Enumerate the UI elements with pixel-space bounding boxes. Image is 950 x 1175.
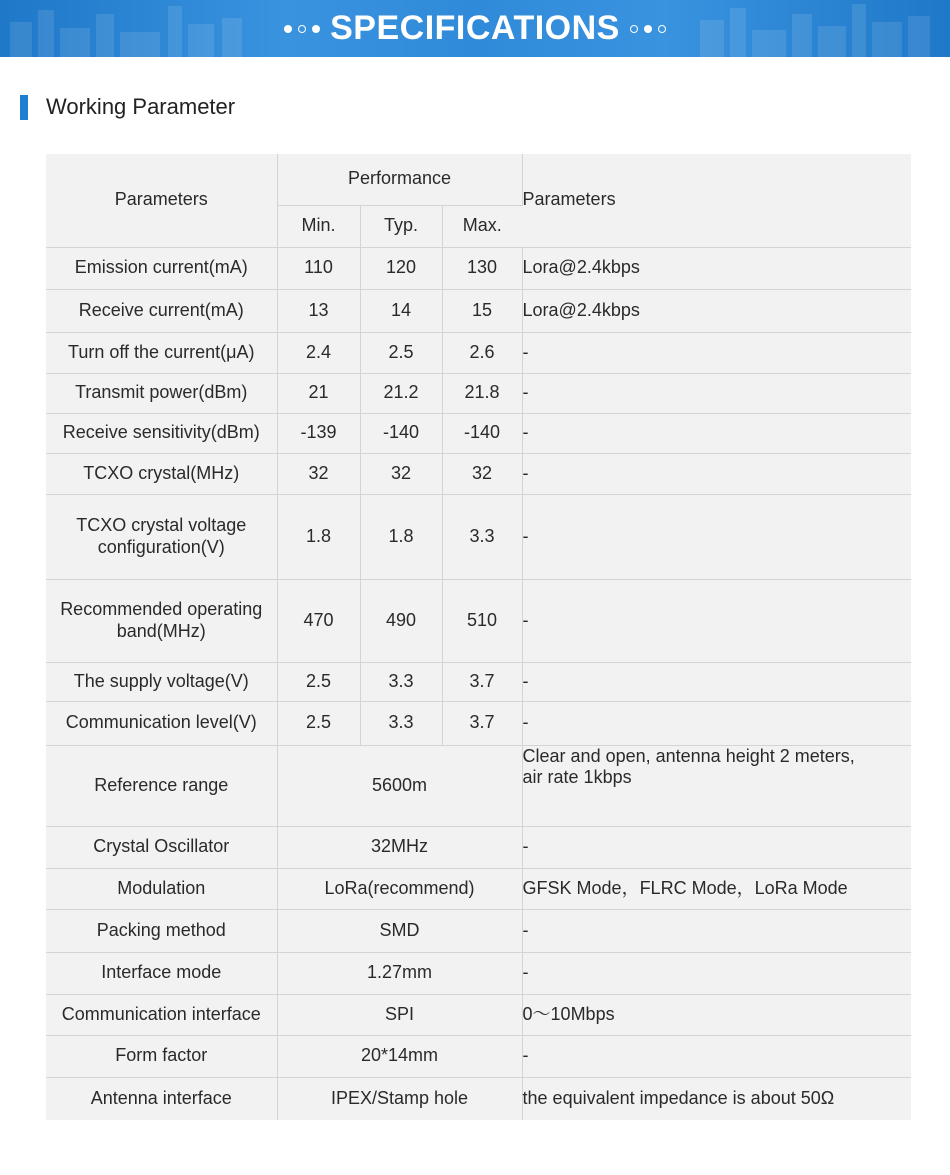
table-row xyxy=(46,247,911,289)
right-dots-decoration xyxy=(630,25,666,33)
param-cell: Form factor xyxy=(46,1035,277,1077)
param-cell: Recommended operating band(MHz) xyxy=(46,579,277,662)
header-notes: Parameters xyxy=(522,154,911,247)
min-cell: 32 xyxy=(277,453,360,494)
table-row xyxy=(46,994,911,1035)
note-cell: GFSK Mode，FLRC Mode，LoRa Mode xyxy=(522,868,911,909)
typ-cell: 120 xyxy=(360,247,442,289)
param-cell: Interface mode xyxy=(46,952,277,994)
typ-cell: 1.8 xyxy=(360,494,442,579)
value-cell: LoRa(recommend) xyxy=(277,868,522,909)
specifications-banner xyxy=(0,0,950,57)
typ-cell: 3.3 xyxy=(360,701,442,745)
table-row xyxy=(46,579,911,662)
table-row xyxy=(46,413,911,453)
typ-cell: 14 xyxy=(360,289,442,332)
table-row xyxy=(46,745,911,826)
table-row xyxy=(46,868,911,909)
param-cell: Crystal Oscillator xyxy=(46,826,277,868)
note-cell: - xyxy=(522,413,911,453)
section-heading xyxy=(20,94,235,120)
max-cell: 2.6 xyxy=(442,332,522,373)
max-cell: 3.3 xyxy=(442,494,522,579)
banner-title: SPECIFICATIONS xyxy=(330,9,620,47)
note-cell: Lora@2.4kbps xyxy=(522,247,911,289)
typ-cell: -140 xyxy=(360,413,442,453)
note-cell: - xyxy=(522,494,911,579)
max-cell: 3.7 xyxy=(442,701,522,745)
param-cell: Communication level(V) xyxy=(46,701,277,745)
note-cell: - xyxy=(522,453,911,494)
min-cell: 21 xyxy=(277,373,360,413)
max-cell: 3.7 xyxy=(442,662,522,701)
param-cell: Packing method xyxy=(46,909,277,952)
table-row xyxy=(46,826,911,868)
value-cell: 1.27mm xyxy=(277,952,522,994)
typ-cell: 490 xyxy=(360,579,442,662)
value-cell: SPI xyxy=(277,994,522,1035)
max-cell: -140 xyxy=(442,413,522,453)
table-row xyxy=(46,662,911,701)
header-parameters: Parameters xyxy=(46,154,277,247)
section-title: Working Parameter xyxy=(46,94,236,119)
max-cell: 130 xyxy=(442,247,522,289)
param-cell: Transmit power(dBm) xyxy=(46,373,277,413)
param-cell: Receive sensitivity(dBm) xyxy=(46,413,277,453)
header-performance: Performance xyxy=(277,154,522,205)
note-cell: - xyxy=(522,579,911,662)
table-row xyxy=(46,952,911,994)
min-cell: 470 xyxy=(277,579,360,662)
max-cell: 32 xyxy=(442,453,522,494)
typ-cell: 21.2 xyxy=(360,373,442,413)
max-cell: 21.8 xyxy=(442,373,522,413)
note-cell: - xyxy=(522,1035,911,1077)
param-cell: The supply voltage(V) xyxy=(46,662,277,701)
note-cell: Lora@2.4kbps xyxy=(522,289,911,332)
header-min: Min. xyxy=(277,205,360,247)
min-cell: 1.8 xyxy=(277,494,360,579)
param-cell: Communication interface xyxy=(46,994,277,1035)
typ-cell: 2.5 xyxy=(360,332,442,373)
note-cell: - xyxy=(522,373,911,413)
working-parameter-table xyxy=(46,154,911,1120)
note-cell: - xyxy=(522,909,911,952)
param-cell: Reference range xyxy=(46,745,277,826)
table-row xyxy=(46,1077,911,1120)
param-cell: Modulation xyxy=(46,868,277,909)
header-typ: Typ. xyxy=(360,205,442,247)
table-header-row xyxy=(46,154,911,205)
max-cell: 15 xyxy=(442,289,522,332)
table-row xyxy=(46,453,911,494)
min-cell: 2.4 xyxy=(277,332,360,373)
min-cell: 13 xyxy=(277,289,360,332)
note-cell: - xyxy=(522,952,911,994)
min-cell: 2.5 xyxy=(277,701,360,745)
table-row xyxy=(46,1035,911,1077)
param-cell: Antenna interface xyxy=(46,1077,277,1120)
value-cell: 5600m xyxy=(277,745,522,826)
typ-cell: 3.3 xyxy=(360,662,442,701)
param-cell: Receive current(mA) xyxy=(46,289,277,332)
value-cell: IPEX/Stamp hole xyxy=(277,1077,522,1120)
max-cell: 510 xyxy=(442,579,522,662)
table-row xyxy=(46,332,911,373)
note-cell: - xyxy=(522,826,911,868)
min-cell: 2.5 xyxy=(277,662,360,701)
min-cell: 110 xyxy=(277,247,360,289)
note-cell: - xyxy=(522,701,911,745)
left-dots-decoration xyxy=(284,25,320,33)
section-accent-bar xyxy=(20,95,28,120)
param-cell: TCXO crystal voltage configuration(V) xyxy=(46,494,277,579)
typ-cell: 32 xyxy=(360,453,442,494)
table-row xyxy=(46,909,911,952)
note-cell: - xyxy=(522,332,911,373)
header-max: Max. xyxy=(442,205,522,247)
table-row xyxy=(46,373,911,413)
note-cell: - xyxy=(522,662,911,701)
param-cell: TCXO crystal(MHz) xyxy=(46,453,277,494)
param-cell: Turn off the current(μA) xyxy=(46,332,277,373)
min-cell: -139 xyxy=(277,413,360,453)
table-row xyxy=(46,289,911,332)
table-row xyxy=(46,494,911,579)
note-cell: 0～10Mbps xyxy=(522,994,911,1035)
note-cell: the equivalent impedance is about 50Ω xyxy=(522,1087,835,1108)
value-cell: SMD xyxy=(277,909,522,952)
value-cell: 20*14mm xyxy=(277,1035,522,1077)
table-row xyxy=(46,701,911,745)
note-cell: Clear and open, antenna height 2 meters, air rate 1kbps xyxy=(522,745,911,826)
value-cell: 32MHz xyxy=(277,826,522,868)
param-cell: Emission current(mA) xyxy=(46,247,277,289)
